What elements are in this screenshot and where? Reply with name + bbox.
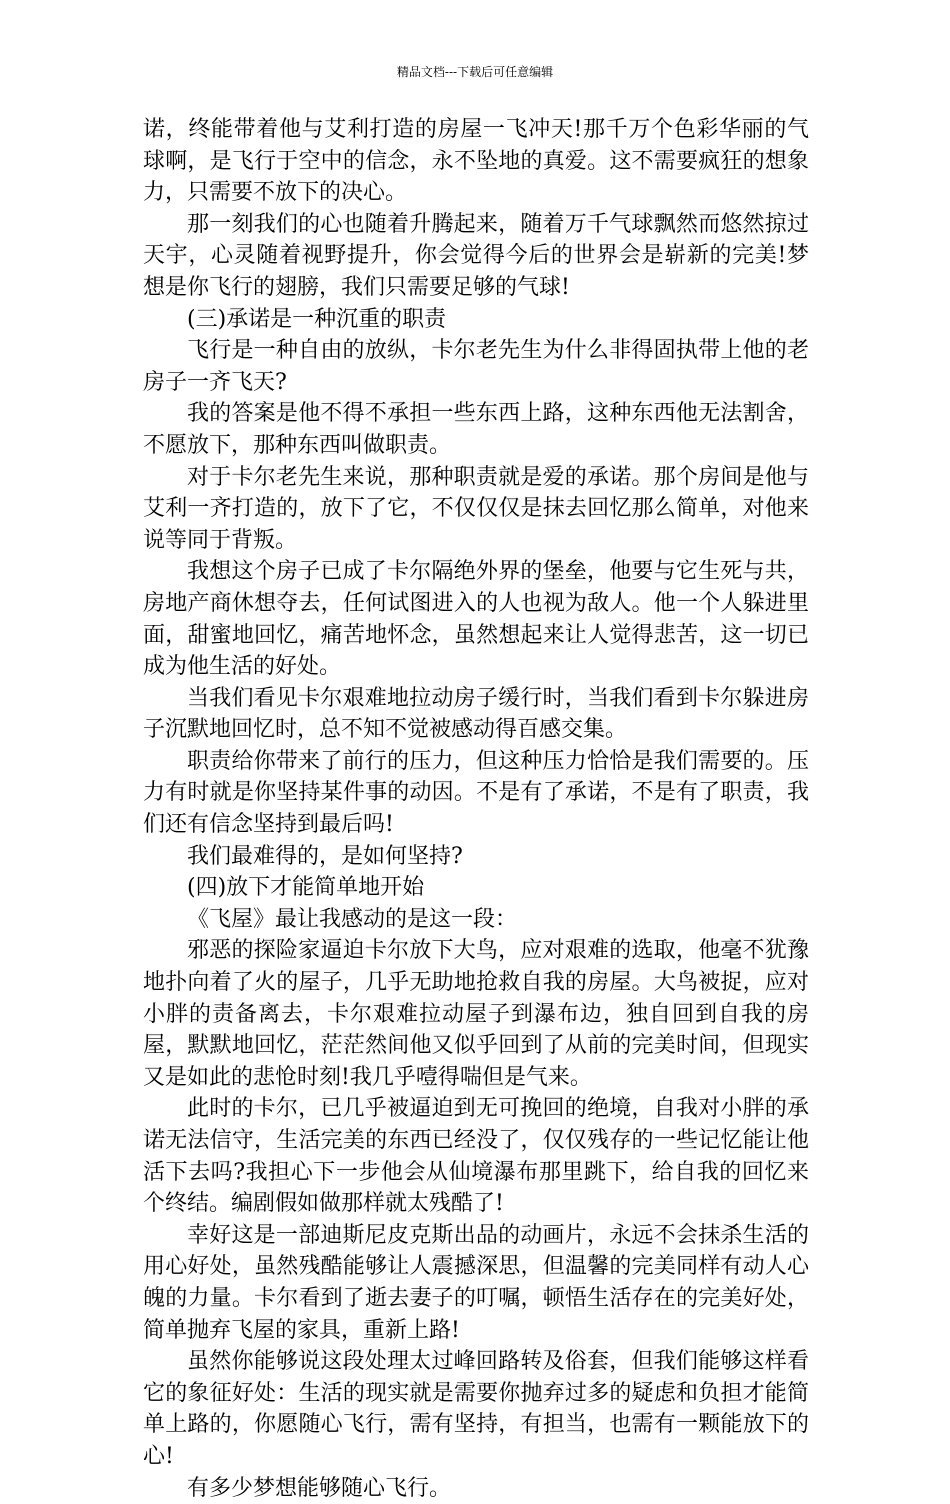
paragraph: 我们最难得的，是如何坚持? [187, 843, 463, 869]
paragraph: 此时的卡尔，已几乎被逼迫到无可挽回的绝境，自我对小胖的承诺无法信守，生活完美的东西已经没了，仅仅残存的一些记忆能让他活下去吗?我担心下一步他会从仙境瀑布那里跳下，给自我的回忆来个终结。编剧假如做那样就太残酷了! [143, 1096, 809, 1217]
paragraph: 对于卡尔老先生来说，那种职责就是爱的承诺。那个房间是他与艾利一齐打造的，放下了它，不仅仅仅是抹去回忆那么简单，对他来说等同于背叛。 [143, 464, 809, 553]
paragraph: 我的答案是他不得不承担一些东西上路，这种东西他无法割舍，不愿放下，那种东西叫做职责。 [143, 401, 809, 458]
document-body [143, 114, 809, 1504]
paragraph: 虽然你能够说这段处理太过峰回路转及俗套，但我们能够这样看它的象征好处：生活的现实就是需要你抛弃过多的疑虑和负担才能简单上路的，你愿随心飞行，需有坚持，有担当，也需有一颗能放下的心! [143, 1349, 809, 1469]
paragraph: 《飞屋》最让我感动的是这一段： [187, 906, 518, 932]
page-header: 精品文档---下载后可任意编辑 [396, 65, 554, 79]
paragraph: 诺，终能带着他与艾利打造的房屋一飞冲天!那千万个色彩华丽的气球啊，是飞行于空中的信念，永不坠地的真爱。这不需要疯狂的想象力，只需要不放下的决心。 [143, 117, 809, 206]
paragraph: 有多少梦想能够随心飞行。 [187, 1475, 452, 1501]
section-heading: (四)放下才能简单地开始 [187, 875, 425, 901]
section-heading: (三)承诺是一种沉重的职责 [187, 306, 447, 332]
paragraph: 邪恶的探险家逼迫卡尔放下大鸟，应对艰难的选取，他毫不犹豫地扑向着了火的屋子，几乎无助地抢救自我的房屋。大鸟被捉，应对小胖的责备离去，卡尔艰难拉动屋子到瀑布边，独自回到自我的房屋，默默地回忆，茫茫然间他又似乎回到了从前的完美时间，但现实又是如此的悲怆时刻!我几乎噎得喘但是气来。 [143, 938, 809, 1090]
paragraph: 我想这个房子已成了卡尔隔绝外界的堡垒，他要与它生死与共，房地产商休想夺去，任何试图进入的人也视为敌人。他一个人躲进里面，甜蜜地回忆，痛苦地怀念，虽然想起来让人觉得悲苦，这一切已成为他生活的好处。 [143, 559, 809, 680]
paragraph: 幸好这是一部迪斯尼皮克斯出品的动画片，永远不会抹杀生活的用心好处，虽然残酷能够让人震撼深思，但温馨的完美同样有动人心魄的力量。卡尔看到了逝去妻子的叮嘱，顿悟生活存在的完美好处，简单抛弃飞屋的家具，重新上路! [143, 1222, 809, 1343]
paragraph: 职责给你带来了前行的压力，但这种压力恰恰是我们需要的。压力有时就是你坚持某件事的动因。不是有了承诺，不是有了职责，我们还有信念坚持到最后吗! [143, 748, 809, 838]
paragraph: 那一刻我们的心也随着升腾起来，随着万千气球飘然而悠然掠过天宇，心灵随着视野提升，你会觉得今后的世界会是崭新的完美!梦想是你飞行的翅膀，我们只需要足够的气球! [143, 211, 809, 300]
paragraph: 飞行是一种自由的放纵，卡尔老先生为什么非得固执带上他的老房子一齐飞天? [143, 338, 809, 395]
paragraph: 当我们看见卡尔艰难地拉动房子缓行时，当我们看到卡尔躲进房子沉默地回忆时，总不知不觉被感动得百感交集。 [143, 685, 809, 743]
